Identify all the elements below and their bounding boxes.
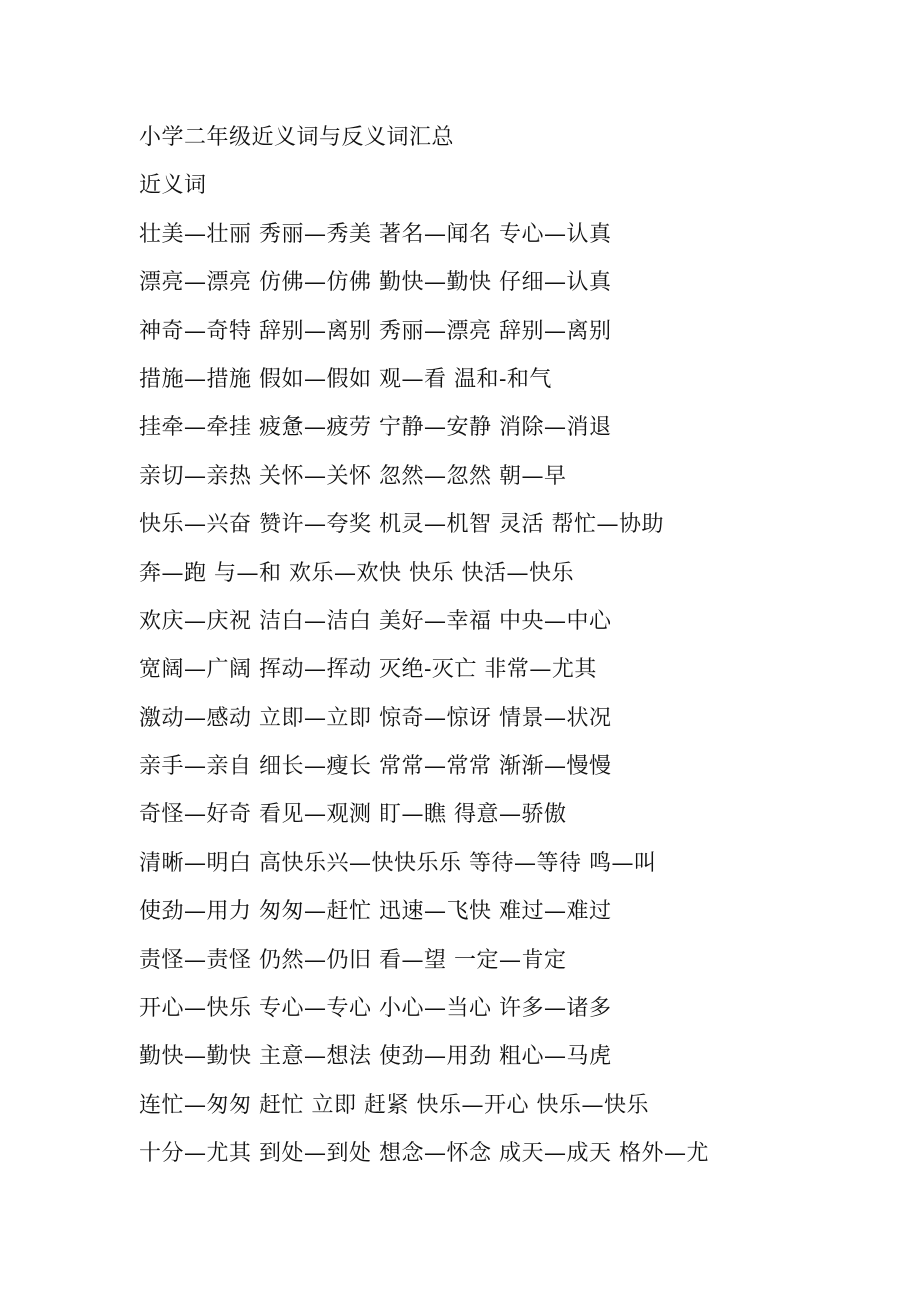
synonym-line: 勤快—勤快 主意—想法 使劲—用劲 粗心—马虎 <box>139 1044 612 1070</box>
synonym-line: 挂牵—牵挂 疲惫—疲劳 宁静—安静 消除—消退 <box>139 415 612 441</box>
synonym-line: 连忙—匆匆 赶忙 立即 赶紧 快乐—开心 快乐—快乐 <box>139 1092 649 1118</box>
synonym-line: 壮美—壮丽 秀丽—秀美 著名—闻名 专心—认真 <box>139 221 612 247</box>
document-title: 小学二年级近义词与反义词汇总 <box>139 125 455 150</box>
document-body <box>139 114 859 1179</box>
synonym-line: 漂亮—漂亮 仿佛—仿佛 勤快—勤快 仔细—认真 <box>139 270 612 296</box>
synonym-line: 奇怪—好奇 看见—观测 盯—瞧 得意—骄傲 <box>139 802 567 828</box>
synonym-line: 奔—跑 与—和 欢乐—欢快 快乐 快活—快乐 <box>139 560 574 586</box>
synonym-line: 清晰—明白 高快乐兴—快快乐乐 等待—等待 鸣—叫 <box>139 850 657 876</box>
synonym-line: 欢庆—庆祝 洁白—洁白 美好—幸福 中央—中心 <box>139 608 612 634</box>
synonym-line: 使劲—用力 匆匆—赶忙 迅速—飞快 难过—难过 <box>139 899 612 925</box>
synonym-line: 亲切—亲热 关怀—关怀 忽然—忽然 朝—早 <box>139 463 567 489</box>
synonym-line: 激动—感动 立即—立即 惊奇—惊讶 情景—状况 <box>139 705 612 731</box>
synonym-line: 开心—快乐 专心—专心 小心—当心 许多—诸多 <box>139 996 612 1022</box>
section-heading-synonyms: 近义词 <box>139 173 207 199</box>
synonym-line: 责怪—责怪 仍然—仍旧 看—望 一定—肯定 <box>139 947 567 973</box>
synonym-line: 十分—尤其 到处—到处 想念—怀念 成天—成天 格外—尤 <box>139 1141 709 1167</box>
synonym-line: 亲手—亲自 细长—瘦长 常常—常常 渐渐—慢慢 <box>139 754 612 780</box>
synonym-line: 神奇—奇特 辞别—离别 秀丽—漂亮 辞别—离别 <box>139 318 612 344</box>
synonym-line: 措施—措施 假如—假如 观—看 温和-和气 <box>139 366 552 392</box>
synonym-line: 快乐—兴奋 赞许—夸奖 机灵—机智 灵活 帮忙—协助 <box>139 512 664 538</box>
synonym-line: 宽阔—广阔 挥动—挥动 灭绝-灭亡 非常—尤其 <box>139 657 597 683</box>
